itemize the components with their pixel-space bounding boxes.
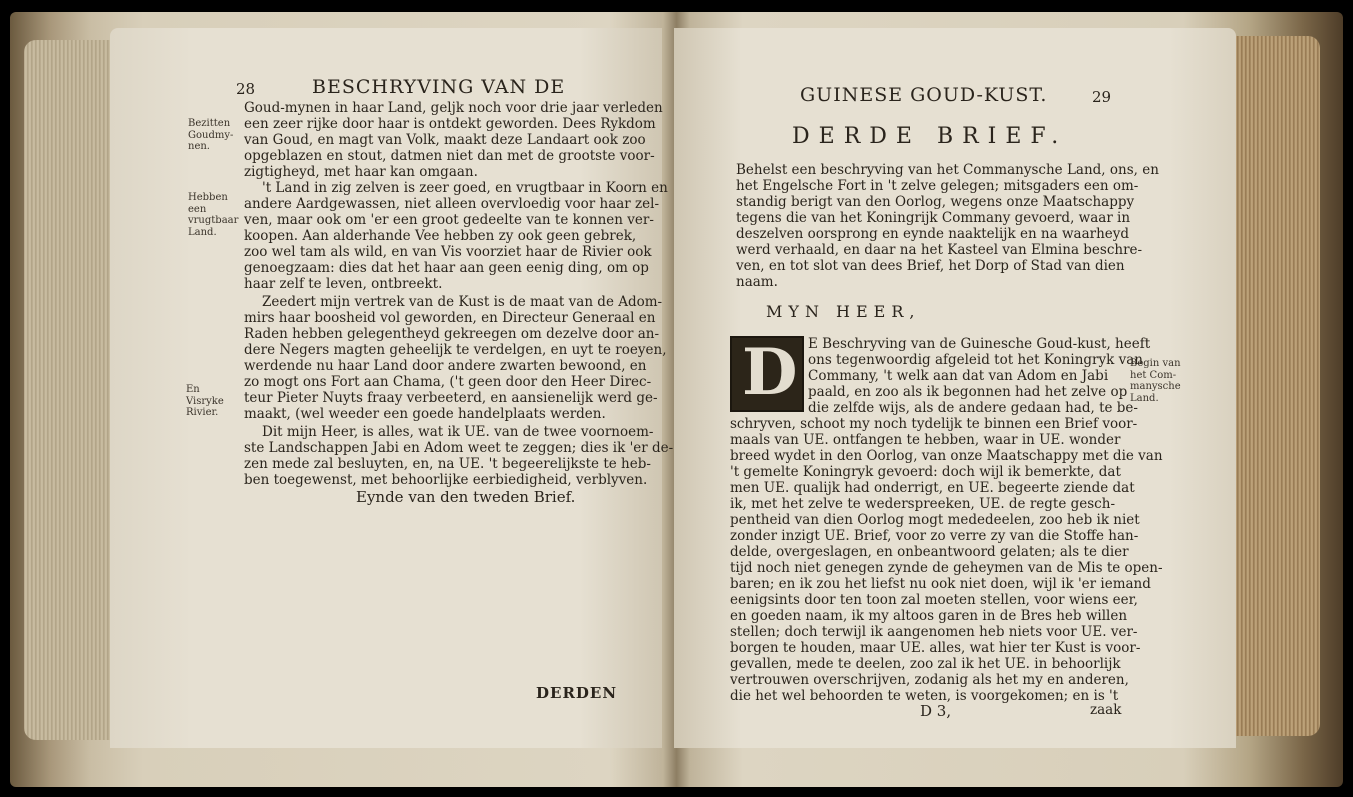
summary-line: tegens die van het Koningrijk Commany gevoerd, waar in: [736, 210, 1131, 226]
text-line: ste Landschappen Jabi en Adom weet te zeggen; dies ik 'er de-: [244, 440, 674, 456]
text-line: andere Aardgewassen, niet alleen overvloedig voor haar zel-: [244, 196, 660, 212]
left-page-number: 28: [236, 80, 256, 98]
text-line: werdende nu haar Land door andere zwarten bewoond, en: [244, 358, 647, 374]
summary-line: het Engelsche Fort in 't zelve gelegen; mitsgaders een om-: [736, 178, 1139, 194]
margin-note-vrugtbaar-land: Hebben een vrugtbaar Land.: [188, 192, 239, 238]
text-line: ik, met het zelve te wederspreeken, UE. de regte gesch-: [730, 496, 1116, 512]
left-catchword: DERDEN: [536, 684, 618, 702]
summary-line: werd verhaald, en daar na het Kasteel van Elmina beschre-: [736, 242, 1143, 258]
text-line: paald, en zoo als ik begonnen had het zelve op: [808, 384, 1128, 400]
text-line: eenigsints door ten toon zal moeten stellen, voor wiens eer,: [730, 592, 1138, 608]
text-line: zigtigheyd, met haar kan omgaan.: [244, 164, 478, 180]
text-line: zo mogt ons Fort aan Chama, ('t geen door den Heer Direc-: [244, 374, 652, 390]
summary-line: standig berigt van den Oorlog, wegens onze Maatschappy: [736, 194, 1135, 210]
text-line: maakt, (wel weeder een goede handelplaats werden.: [244, 406, 606, 422]
decorated-initial: [730, 336, 804, 412]
text-line: maals van UE. ontfangen te hebben, waar in UE. wonder: [730, 432, 1121, 448]
left-page-edges: [24, 40, 114, 740]
text-line: die zelfde wijs, als de andere gedaan had, te be-: [808, 400, 1138, 416]
text-line: schryven, schoot my noch tydelijk te binnen een Brief voor-: [730, 416, 1138, 432]
text-line: een zeer rijke door haar is ontdekt geworden. Dees Rykdom: [244, 116, 656, 132]
text-line: teur Pieter Nuyts fraay verbeeterd, en aansienelijk werd ge-: [244, 390, 658, 406]
text-line: baren; en ik zou het liefst nu ook niet doen, wijl ik 'er iemand: [730, 576, 1151, 592]
text-line: borgen te houden, maar UE. alles, wat hier ter Kust is voor-: [730, 640, 1141, 656]
text-line: haar zelf te leven, ontbreekt.: [244, 276, 443, 292]
dropcap-letter: D: [742, 335, 798, 410]
text-line: E Beschryving van de Guinesche Goud-kust, heeft: [808, 336, 1151, 352]
text-line: pentheid van dien Oorlog mogt mededeelen, zoo heb ik niet: [730, 512, 1140, 528]
text-line: ben toegewenst, met behoorlijke eerbiedigheid, verblyven.: [244, 472, 648, 488]
text-line: men UE. qualijk had onderrigt, en UE. begeerte ziende dat: [730, 480, 1135, 496]
right-page-edges: [1230, 36, 1320, 736]
text-line: Commany, 't welk aan dat van Adom en Jabi: [808, 368, 1109, 384]
text-line: zoo wel tam als wild, en van Vis voorziet haar de Rivier ook: [244, 244, 652, 260]
text-line: van Goud, en magt van Volk, maakt deze Landaart ook zoo: [244, 132, 646, 148]
text-line: vertrouwen overschrijven, zodanig als het my en anderen,: [730, 672, 1129, 688]
right-running-head: GUINESE GOUD-KUST.: [800, 84, 1048, 106]
text-line: koopen. Aan alderhande Vee hebben zy ook geen gebrek,: [244, 228, 637, 244]
margin-note-goudmynen: Bezitten Goudmy- nen.: [188, 118, 234, 152]
chapter-title: DERDE BRIEF.: [792, 124, 1068, 149]
text-line: delde, overgeslagen, en onbeantwoord gelaten; als te dier: [730, 544, 1129, 560]
text-line: Goud-mynen in haar Land, geljk noch voor drie jaar verleden: [244, 100, 663, 116]
text-line: genoegzaam: dies dat het haar aan geen eenig ding, om op: [244, 260, 649, 276]
left-running-head: BESCHRYVING VAN DE: [312, 76, 566, 98]
summary-line: ven, en tot slot van dees Brief, het Dorp of Stad van dien: [736, 258, 1125, 274]
text-line: 't Land in zig zelven is zeer goed, en vrugtbaar in Koorn en: [262, 180, 668, 196]
text-line: mirs haar boosheid vol geworden, en Directeur Generaal en: [244, 310, 656, 326]
signature-mark: D 3,: [920, 702, 952, 720]
text-line: Zeedert mijn vertrek van de Kust is de maat van de Adom-: [262, 294, 663, 310]
text-line: ven, maar ook om 'er een groot gedeelte van te konnen ver-: [244, 212, 654, 228]
text-line: opgeblazen en stout, datmen niet dan met de grootste voor-: [244, 148, 655, 164]
right-catchword: zaak: [1090, 702, 1122, 718]
text-line: dere Negers magten geheelijk te verdelgen, en uyt te roeyen,: [244, 342, 667, 358]
text-line: 't gemelte Koningryk gevoerd: doch wijl ik bemerkte, dat: [730, 464, 1121, 480]
text-line: die het wel behoorden te weten, is voorgekomen; en is 't: [730, 688, 1119, 704]
margin-note-commany: Begin van het Com- manysche Land.: [1130, 358, 1181, 404]
text-line: ons tegenwoordig afgeleid tot het Koningryk van: [808, 352, 1143, 368]
summary-line: Behelst een beschryving van het Commanysche Land, ons, en: [736, 162, 1159, 178]
text-line: breed wydet in den Oorlog, van onze Maatschappy met die van: [730, 448, 1163, 464]
text-line: tijd noch niet genegen zynde de geheymen van de Mis te open-: [730, 560, 1163, 576]
text-line: gevallen, mede te deelen, zoo zal ik het UE. in behoorlijk: [730, 656, 1121, 672]
text-line: stellen; doch terwijl ik aangenomen heb niets voor UE. ver-: [730, 624, 1138, 640]
text-line: Dit mijn Heer, is alles, wat ik UE. van de twee voornoem-: [262, 424, 654, 440]
summary-line: deszelven oorsprong en eynde naaktelijk en na waarheyd: [736, 226, 1130, 242]
summary-line: naam.: [736, 274, 778, 290]
right-page-number: 29: [1092, 88, 1112, 106]
text-line: zonder inzigt UE. Brief, voor zo verre zy van die Stoffe han-: [730, 528, 1139, 544]
text-line: zen mede zal besluyten, en, na UE. 't begeerelijkste te heb-: [244, 456, 651, 472]
margin-note-visryke-rivier: En Visryke Rivier.: [186, 384, 224, 418]
chapter-end: Eynde van den tweden Brief.: [356, 488, 576, 506]
text-line: Raden hebben gelegentheyd gekreegen om dezelve door an-: [244, 326, 659, 342]
salutation: MYN HEER,: [766, 302, 921, 321]
text-line: en goeden naam, ik my altoos garen in de Bres heb willen: [730, 608, 1128, 624]
